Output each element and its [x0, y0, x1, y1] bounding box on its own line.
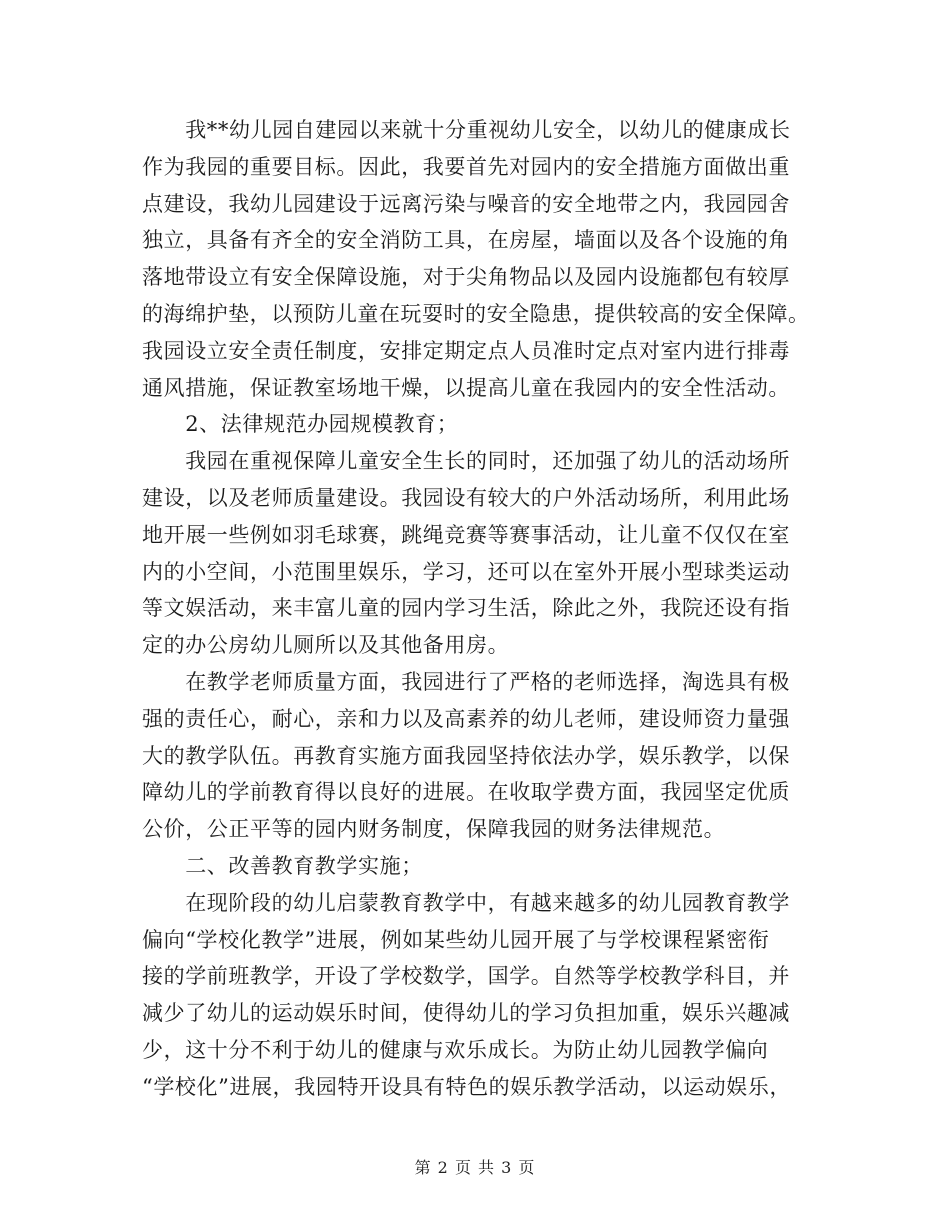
text-line: 减少了幼儿的运动娱乐时间，使得幼儿的学习负担加重，娱乐兴趣减 [142, 1001, 790, 1026]
text-line: 强的责任心，耐心，亲和力以及高素养的幼儿老师，建设师资力量强 [142, 706, 790, 731]
text-line: 作为我园的重要目标。因此，我要首先对园内的安全措施方面做出重 [142, 154, 790, 179]
text-line: 偏向“学校化教学”进展，例如某些幼儿园开展了与学校课程紧密衔 [142, 927, 770, 952]
page-number: 第 2 页 共 3 页 [414, 1158, 536, 1177]
text-line: 内的小空间，小范围里娱乐，学习，还可以在室外开展小型球类运动 [142, 559, 790, 584]
text-line: 接的学前班教学，开设了学校数学，国学。自然等学校教学科目，并 [142, 964, 790, 989]
text-line: 地开展一些例如羽毛球赛，跳绳竞赛等赛事活动，让儿童不仅仅在室 [142, 522, 790, 547]
text-line: 在现阶段的幼儿启蒙教育教学中，有越来越多的幼儿园教育教学 [142, 890, 790, 915]
text-line: 定的办公房幼儿厕所以及其他备用房。 [142, 633, 510, 658]
text-line: 我**幼儿园自建园以来就十分重视幼儿安全，以幼儿的健康成长 [142, 118, 791, 142]
section-heading: 二、改善教育教学实施； [142, 853, 423, 878]
text-line: 落地带设立有安全保障设施，对于尖角物品以及园内设施都包有较厚 [142, 265, 790, 290]
document-body [142, 112, 810, 1106]
text-line: 我园在重视保障儿童安全生长的同时，还加强了幼儿的活动场所 [142, 449, 790, 474]
text-line: 大的教学队伍。再教育实施方面我园坚持依法办学，娱乐教学，以保 [142, 743, 790, 768]
text-line: 等文娱活动，来丰富儿童的园内学习生活，除此之外，我院还设有指 [142, 596, 790, 621]
text-line: “学校化”进展，我园特开设具有特色的娱乐教学活动，以运动娱乐， [142, 1074, 792, 1099]
text-line: 建设，以及老师质量建设。我园设有较大的户外活动场所，利用此场 [142, 485, 790, 510]
text-line: 独立，具备有齐全的安全消防工具，在房屋，墙面以及各个设施的角 [142, 228, 790, 253]
text-line: 障幼儿的学前教育得以良好的进展。在收取学费方面，我园坚定优质 [142, 780, 790, 805]
text-line: 在教学老师质量方面，我园进行了严格的老师选择，淘选具有极 [142, 669, 790, 694]
text-line: 的海绵护垫，以预防儿童在玩耍时的安全隐患，提供较高的安全保障。 [142, 301, 810, 326]
section-heading: 2、法律规范办园规模教育； [142, 412, 459, 437]
text-line: 少，这十分不利于幼儿的健康与欢乐成长。为防止幼儿园教学偏向 [142, 1037, 769, 1062]
text-line: 公价，公正平等的园内财务制度，保障我园的财务法律规范。 [142, 817, 726, 842]
text-line: 通风措施，保证教室场地干燥，以提高儿童在我园内的安全性活动。 [142, 375, 790, 400]
text-line: 点建设，我幼儿园建设于远离污染与噪音的安全地带之内，我园园舍 [142, 191, 790, 216]
text-line: 我园设立安全责任制度，安排定期定点人员准时定点对室内进行排毒 [142, 338, 790, 363]
